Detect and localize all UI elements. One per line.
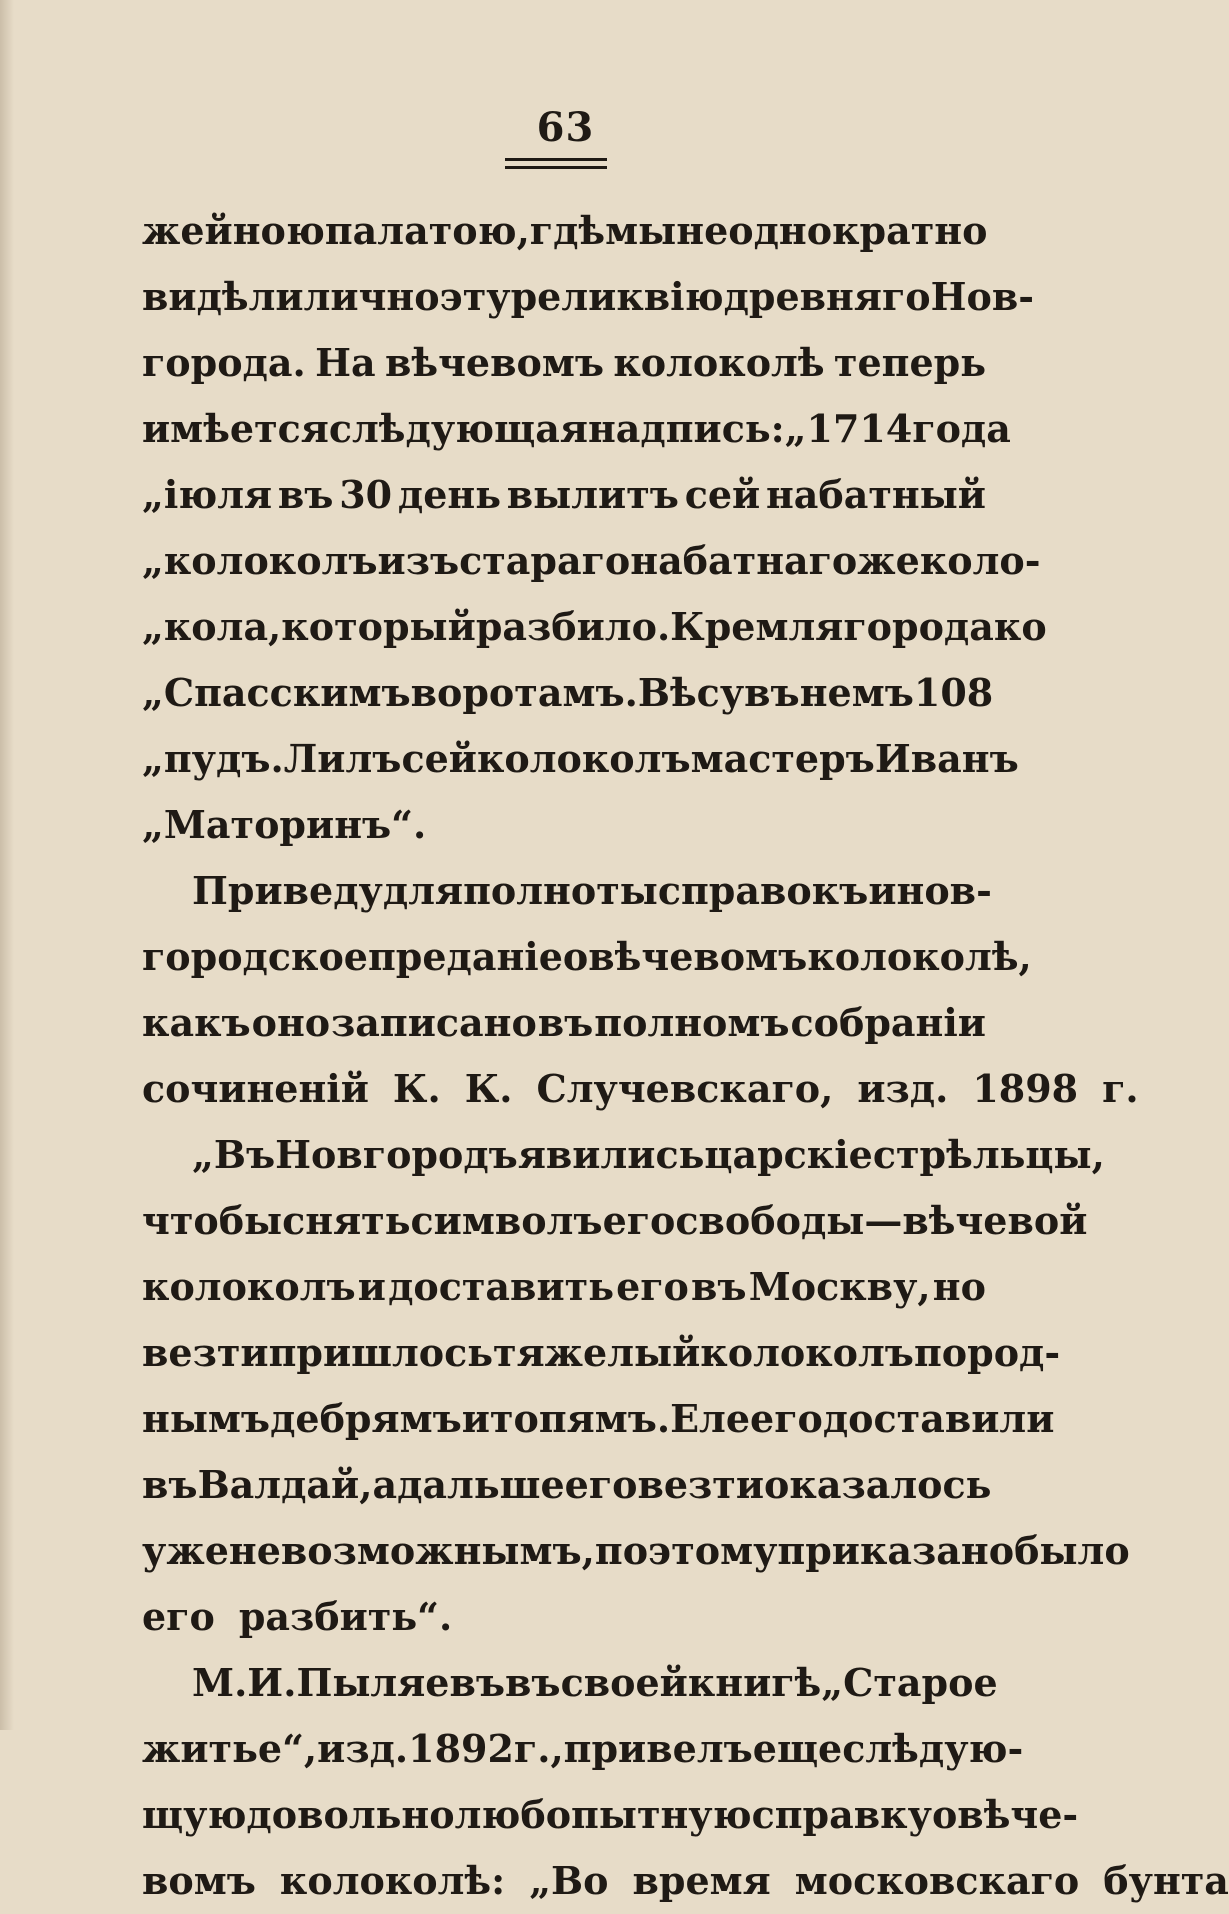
word: явились <box>517 1132 705 1177</box>
word: К. <box>464 1066 513 1111</box>
word: время <box>632 1858 771 1903</box>
word: вомъ <box>142 1858 256 1903</box>
text-line <box>142 660 994 726</box>
word: Иванъ <box>874 736 1019 781</box>
word: воротамъ. <box>410 670 638 715</box>
word: какъ <box>142 1000 251 1045</box>
text-line <box>142 1782 1079 1848</box>
word: вѣчевомъ <box>384 340 604 385</box>
word: символъ <box>410 1198 603 1243</box>
text-line <box>142 1188 1088 1254</box>
word: пришлось <box>268 1330 494 1375</box>
word: же <box>857 538 920 583</box>
word: „Въ <box>192 1132 276 1177</box>
word: его <box>602 1198 676 1243</box>
word: доставить <box>388 1264 614 1309</box>
word: его <box>750 1396 823 1441</box>
word: и <box>868 868 897 913</box>
word: справокъ <box>657 868 869 913</box>
text-line <box>142 1716 1024 1782</box>
word: ко <box>993 604 1047 649</box>
word: колоколѣ: <box>279 1858 506 1903</box>
word: въ <box>505 1660 561 1705</box>
word: еще <box>752 1726 843 1771</box>
word: нов- <box>896 868 992 913</box>
word: и <box>357 1264 386 1309</box>
text-line <box>142 1650 998 1716</box>
word: везти <box>637 1462 765 1507</box>
word: топямъ. <box>489 1396 671 1441</box>
text-line <box>142 330 986 396</box>
word: „Спасскимъ <box>142 670 411 715</box>
word: М. <box>192 1660 248 1705</box>
text-line <box>142 528 1041 594</box>
text-line <box>142 264 1035 330</box>
text-line <box>142 1386 1055 1452</box>
text-line <box>142 858 992 924</box>
word: своей <box>560 1660 688 1705</box>
word: „1714 <box>784 406 913 451</box>
word: полноты <box>463 868 658 913</box>
word: Еле <box>670 1396 751 1441</box>
word: въ <box>537 1000 594 1045</box>
text-line <box>142 1254 986 1320</box>
header-rule-second <box>505 166 607 169</box>
word: невозможнымъ, <box>228 1528 595 1573</box>
word: 1892 <box>408 1726 514 1771</box>
word: г., <box>513 1726 564 1771</box>
word: въ <box>142 1462 198 1507</box>
word: привелъ <box>563 1726 753 1771</box>
word: „колоколъ <box>142 538 378 583</box>
word: стрѣльцы, <box>872 1132 1105 1177</box>
word: житье“, <box>142 1726 318 1771</box>
word: слѣдующая <box>328 406 588 451</box>
header-rule <box>505 158 607 161</box>
word: день <box>397 472 501 517</box>
word: На <box>315 340 376 385</box>
paragraph <box>142 198 1047 858</box>
word: неоднократно <box>676 208 988 253</box>
word: „Во <box>529 1858 609 1903</box>
word: въ <box>691 1264 747 1309</box>
text-line <box>142 594 1047 660</box>
text-line <box>142 1122 1105 1188</box>
word: собраніи <box>790 1000 986 1045</box>
word: эту <box>439 274 511 319</box>
word: въ <box>277 472 334 517</box>
word: было <box>1014 1528 1130 1573</box>
word: изд. <box>857 1066 949 1111</box>
word: вылитъ <box>506 472 679 517</box>
word: оказалось <box>764 1462 992 1507</box>
word: города. <box>142 340 306 385</box>
word: мы <box>605 208 677 253</box>
page-number: 63 <box>536 104 595 151</box>
word: жейною <box>142 208 325 253</box>
word: мастеръ <box>690 736 875 781</box>
page-edge-shadow <box>0 0 14 1730</box>
text-line <box>142 462 986 528</box>
word: чтобы <box>142 1198 283 1243</box>
word: полномъ <box>594 1000 790 1045</box>
word: гдѣ <box>529 208 606 253</box>
word: царскіе <box>704 1132 873 1177</box>
text-line <box>142 1056 1139 1122</box>
word: 30 <box>339 472 393 517</box>
text-line <box>142 1518 1130 1584</box>
word: года <box>912 406 1011 451</box>
body-text <box>142 198 1229 1914</box>
text-line <box>142 1584 986 1650</box>
word: уже <box>142 1528 229 1573</box>
word: который <box>281 604 476 649</box>
word: города <box>843 604 994 649</box>
word: немъ <box>799 670 914 715</box>
word: любопытную <box>454 1792 752 1837</box>
paragraph <box>142 1650 1229 1914</box>
word: колоколѣ <box>613 340 825 385</box>
word: дебрямъ <box>270 1396 462 1441</box>
word: сей <box>401 736 477 781</box>
word: его <box>142 1594 215 1639</box>
word: Новгородъ <box>275 1132 518 1177</box>
word: но <box>932 1264 986 1309</box>
word: надпись: <box>587 406 785 451</box>
text-line <box>142 198 986 264</box>
word: „Старое <box>821 1660 998 1705</box>
text-line <box>142 1320 1061 1386</box>
word: изъ <box>377 538 460 583</box>
text-line <box>142 726 1019 792</box>
word: Случевскаго, <box>536 1066 834 1111</box>
word: палатою, <box>324 208 530 253</box>
word: а <box>372 1462 398 1507</box>
word: И. <box>247 1660 297 1705</box>
word: нымъ <box>142 1396 271 1441</box>
word: о <box>931 1792 958 1837</box>
word: колоколъ <box>476 736 691 781</box>
word: свободы—вѣчевой <box>675 1198 1088 1243</box>
word: его <box>564 1462 638 1507</box>
word: г. <box>1102 1066 1139 1111</box>
word: „Маторинъ“. <box>142 802 427 847</box>
word: имѣется <box>142 406 329 451</box>
text-line <box>142 396 1011 462</box>
word: разбить“. <box>238 1594 453 1639</box>
word: вѣчевомъ <box>588 934 808 979</box>
word: К. <box>392 1066 441 1111</box>
word: справку <box>751 1792 932 1837</box>
word: преданіе <box>367 934 563 979</box>
word: записано <box>331 1000 537 1045</box>
word: Кремля <box>670 604 844 649</box>
word: доставили <box>822 1396 1055 1441</box>
word: вѣче- <box>957 1792 1079 1837</box>
word: Вѣсу <box>637 670 745 715</box>
word: поэтому <box>594 1528 778 1573</box>
word: род- <box>967 1330 1061 1375</box>
text-line <box>142 1452 992 1518</box>
word: и <box>461 1396 490 1441</box>
word: для <box>382 868 464 913</box>
word: въ <box>744 670 800 715</box>
word: дальше <box>397 1462 565 1507</box>
word: его <box>616 1264 689 1309</box>
word: оно <box>251 1000 331 1045</box>
word: сочиненій <box>142 1066 369 1111</box>
word: изд. <box>317 1726 409 1771</box>
word: о <box>562 934 589 979</box>
word: Москву, <box>748 1264 931 1309</box>
word: везти <box>142 1330 269 1375</box>
word: „іюля <box>142 472 273 517</box>
text-line <box>142 1848 1229 1914</box>
word: бунта <box>1103 1858 1229 1903</box>
word: Валдай, <box>197 1462 373 1507</box>
word: древняго <box>723 274 931 319</box>
word: городское <box>142 934 368 979</box>
word: 108 <box>913 670 994 715</box>
word: коло- <box>919 538 1041 583</box>
text-line <box>142 924 1032 990</box>
word: довольно <box>246 1792 455 1837</box>
word: Лилъ <box>283 736 402 781</box>
word: Пыляевъ <box>296 1660 506 1705</box>
word: „кола, <box>142 604 282 649</box>
word: лично <box>303 274 440 319</box>
word: московскаго <box>794 1858 1080 1903</box>
word: сей <box>684 472 761 517</box>
word: книгѣ <box>687 1660 822 1705</box>
word: снять <box>282 1198 411 1243</box>
word: 1898 <box>972 1066 1079 1111</box>
word: колоколъ <box>142 1264 356 1309</box>
word: стараго <box>459 538 631 583</box>
word: теперь <box>833 340 986 385</box>
word: приказано <box>777 1528 1015 1573</box>
word: щую <box>142 1792 247 1837</box>
word: набатный <box>765 472 986 517</box>
word: Приведу <box>192 868 383 913</box>
word: колоколѣ, <box>807 934 1032 979</box>
paragraph <box>142 1122 1130 1650</box>
word: „пудъ. <box>142 736 284 781</box>
text-line <box>142 792 986 858</box>
word: разбило. <box>475 604 671 649</box>
paragraph <box>142 858 1139 1122</box>
word: колоколъ <box>700 1330 914 1375</box>
word: набатнаго <box>630 538 858 583</box>
word: видѣли <box>142 274 304 319</box>
word: слѣдую- <box>842 1726 1024 1771</box>
word: Нов- <box>930 274 1035 319</box>
text-line <box>142 990 986 1056</box>
word: реликвію <box>510 274 724 319</box>
word: по <box>913 1330 968 1375</box>
word: тяжелый <box>493 1330 701 1375</box>
